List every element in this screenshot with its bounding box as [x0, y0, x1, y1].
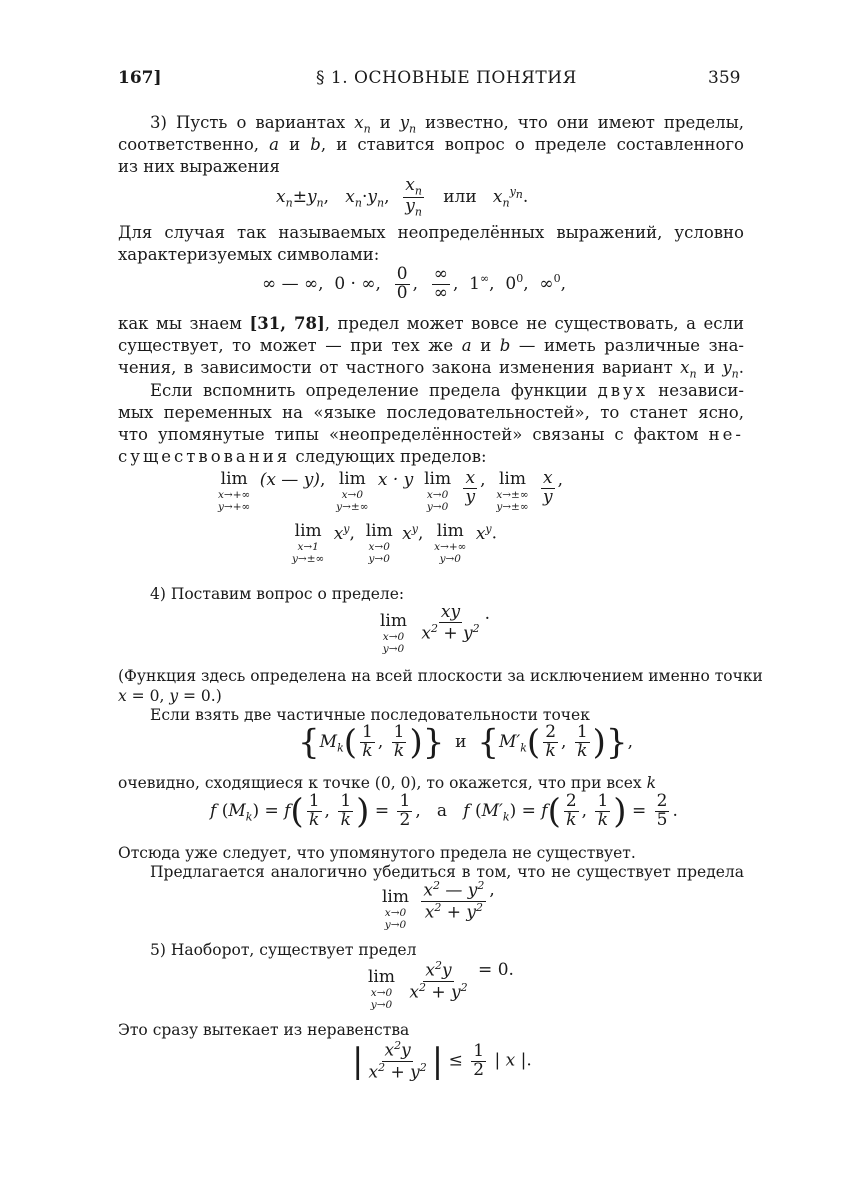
text-line: мых переменных на «языке последовательностей», то станет ясно,	[118, 403, 744, 422]
text-line: из них выражения	[118, 157, 280, 176]
text-line: как мы знаем [31, 78], предел может вовсе не существовать, а если	[118, 314, 744, 333]
text-line: Предлагается аналогично убедиться в том, что не существует предела	[150, 863, 744, 881]
formula-indeterminate-forms: ∞ — ∞, 0 · ∞, $\frac{0}{0}$ , ∞ ∞ , 1∞, $0^0$, ∞$^0$,	[262, 264, 566, 303]
text-line: что упомянутые типы «неопределённостей» связаны с фактом не-	[118, 425, 744, 444]
text-line: существует, то может — при тех же a и b — иметь различные зна-	[118, 336, 744, 355]
text-line: Для случая так называемых неопределённых выражений, условно	[118, 223, 744, 242]
section-title: § 1. ОСНОВНЫЕ ПОНЯТИЯ	[316, 68, 577, 88]
text-line: соответственно, a и b, и ставится вопрос о пределе составленного	[118, 135, 744, 154]
formula-inequality: | $\frac{x^2y}{x^2 + y^2}$ | ≤ $\frac{1}{2}$ | x |.	[352, 1039, 532, 1083]
text-line: существования следующих пределов:	[118, 447, 487, 466]
text-line: 4) Поставим вопрос о пределе:	[150, 585, 405, 603]
text-line: Если взять две частичные последовательности точек	[150, 706, 590, 724]
text-line: Это сразу вытекает из неравенства	[118, 1021, 410, 1039]
text-line: x = 0, y = 0.)	[118, 687, 222, 705]
formula-sequences: {$M_k$( $\frac{1}{k}$ , $\frac{1}{k}$ )} и {$M'_k$( $\frac{2}{k}$ , $\frac{1}{k}$ )},	[298, 722, 633, 763]
text-line: 3) Пусть о вариантах $x_n$ и $y_n$ известно, что они имеют пределы,	[150, 113, 744, 136]
formula-limit-xy: lim x→0 y→0 $\frac{xy}{x^2 + y^2}$ .	[380, 602, 491, 655]
text-line: характеризуемых символами:	[118, 245, 380, 264]
text-line: очевидно, сходящиеся к точке (0, 0), то окажется, что при всех k	[118, 774, 656, 792]
formula-limit-diff: lim x→0 y→0 $\frac{x^2 — y^2}{x^2 + y^2}$ ,	[382, 879, 495, 931]
page-reference: 167]	[118, 68, 162, 88]
formula-limits-row2: lim x→1 y→±∞ $x^y$, lim x→0 y→0 $x^y$, lim x→+∞ y→0 $x^y$.	[292, 521, 498, 565]
text-line: (Функция здесь определена на всей плоскости за исключением именно точки	[118, 667, 763, 685]
formula-limit-exists: lim x→0 y→0 $\frac{x^2y}{x^2 + y^2}$ = 0.	[368, 959, 514, 1011]
text-line: Отсюда уже следует, что упомянутого предела не существует.	[118, 844, 636, 862]
formula-function-values: f $(M_k) = f$( $\frac{1}{k}$ , $\frac{1}{k}$ ) = $\frac{1}{2}$ , а f $(M'_k) = f$( $\frac{2}{k}$ , $\frac{1}{k}$ ) = $\frac{2}{5}$ .	[210, 791, 678, 832]
text-line: чения, в зависимости от частного закона изменения вариант $x_n$ и $y_n$.	[118, 358, 744, 381]
formula-limits-row1: lim x→+∞ y→+∞ (x — y), lim x→0 y→±∞ x · y lim x→0 y→0 $\frac{x}{y}$ , lim x→±∞ y→±∞ $\frac{x}{y}$ ,	[218, 468, 564, 513]
text-line: Если вспомнить определение предела функции двух независи-	[150, 381, 744, 400]
text-line: 5) Наоборот, существует предел	[150, 941, 417, 959]
page-number: 359	[708, 68, 741, 88]
formula-expressions: $x_n\pm y_n$, $x_n\cdot y_n$, $\frac{x_n}{y_n}$ или $x_n^{y_n}$.	[276, 175, 529, 219]
